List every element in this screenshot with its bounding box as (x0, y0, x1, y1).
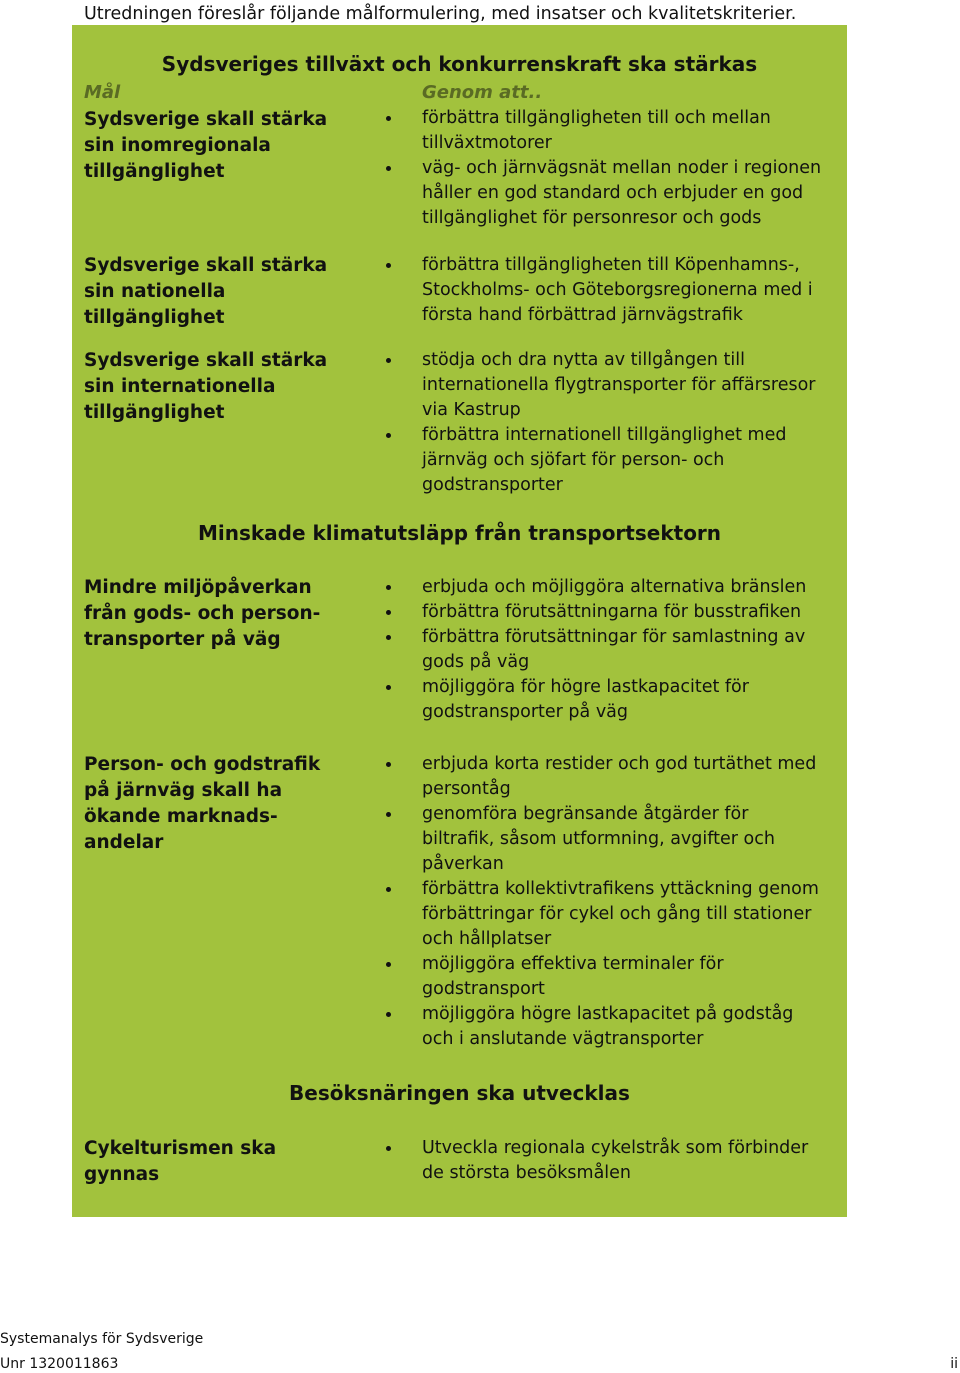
bullet-icon (386, 358, 391, 363)
footer-reference: Unr 1320011863 (0, 1356, 119, 1372)
bullet-icon (386, 962, 391, 967)
goals-panel (72, 25, 847, 1217)
list-item: förbättra förutsättningarna för busstrafiken (382, 600, 822, 625)
bullet-icon (386, 762, 391, 767)
page-number: ii (950, 1356, 958, 1372)
goal-label: Person- och godstrafik på järnväg skall ha ökande marknads-andelar (84, 754, 321, 853)
bullet-icon (386, 610, 391, 615)
list-item: förbättra tillgängligheten till Köpenhamns-, Stockholms- och Göteborgsregionerna med i första hand förbättrad järnvägstrafik (382, 253, 822, 328)
section-title: Minskade klimatutsläpp från transportsektorn (197, 521, 722, 545)
goal-label: Mindre miljöpåverkan från gods- och person-transporter på väg (84, 577, 321, 650)
bullet-icon (386, 1146, 391, 1151)
goal-label: Sydsverige skall stärka sin internationella tillgänglighet (84, 350, 328, 423)
bullet-icon (386, 585, 391, 590)
list-item: erbjuda korta restider och god turtäthet med persontåg (382, 752, 822, 802)
action-list (382, 752, 822, 1052)
action-list (382, 253, 822, 328)
list-item: möjliggöra för högre lastkapacitet för godstransporter på väg (382, 675, 822, 725)
bullet-icon (386, 812, 391, 817)
action-list (382, 575, 822, 725)
section-title: Sydsveriges tillväxt och konkurrenskraft ska stärkas (161, 52, 758, 76)
list-item: genomföra begränsande åtgärder för biltrafik, såsom utformning, avgifter och påverkan (382, 802, 822, 877)
bullet-icon (386, 887, 391, 892)
list-item: möjliggöra effektiva terminaler för godstransport (382, 952, 822, 1002)
list-item: förbättra kollektivtrafikens yttäckning genom förbättringar för cykel och gång till stationer och hållplatser (382, 877, 822, 952)
bullet-icon (386, 635, 391, 640)
goal-column-header: Mål (84, 82, 121, 103)
goal-label: Cykelturismen ska gynnas (84, 1138, 277, 1185)
bullet-icon (386, 685, 391, 690)
goal-label: Sydsverige skall stärka sin inomregionala tillgänglighet (84, 109, 328, 182)
list-item: möjliggöra högre lastkapacitet på godståg och i anslutande vägtransporter (382, 1002, 822, 1052)
list-item: förbättra internationell tillgänglighet med järnväg och sjöfart för person- och godstransporter (382, 423, 822, 498)
intro-text: Utredningen föreslår följande målformulering, med insatser och kvalitetskriterier. (84, 4, 797, 24)
list-item: förbättra tillgängligheten till och mellan tillväxtmotorer (382, 106, 822, 156)
goal-label: Sydsverige skall stärka sin nationella tillgänglighet (84, 255, 328, 328)
list-item: Utveckla regionala cykelstråk som förbinder de största besöksmålen (382, 1136, 822, 1186)
bullet-icon (386, 116, 391, 121)
action-list (382, 106, 822, 231)
list-item: stödja och dra nytta av tillgången till internationella flygtransporter för affärsresor via Kastrup (382, 348, 822, 423)
bullet-icon (386, 1012, 391, 1017)
action-list (382, 1136, 822, 1186)
action-column-header: Genom att.. (422, 82, 543, 103)
list-item: väg- och järnvägsnät mellan noder i regionen håller en god standard och erbjuder en god tillgänglighet för personresor och gods (382, 156, 822, 231)
footer-title: Systemanalys för Sydsverige (0, 1331, 204, 1347)
bullet-icon (386, 263, 391, 268)
list-item: erbjuda och möjliggöra alternativa bränslen (382, 575, 822, 600)
section-title: Besöksnäringen ska utvecklas (289, 1081, 630, 1105)
bullet-icon (386, 433, 391, 438)
list-item: förbättra förutsättningar för samlastning av gods på väg (382, 625, 822, 675)
action-list (382, 348, 822, 498)
bullet-icon (386, 166, 391, 171)
